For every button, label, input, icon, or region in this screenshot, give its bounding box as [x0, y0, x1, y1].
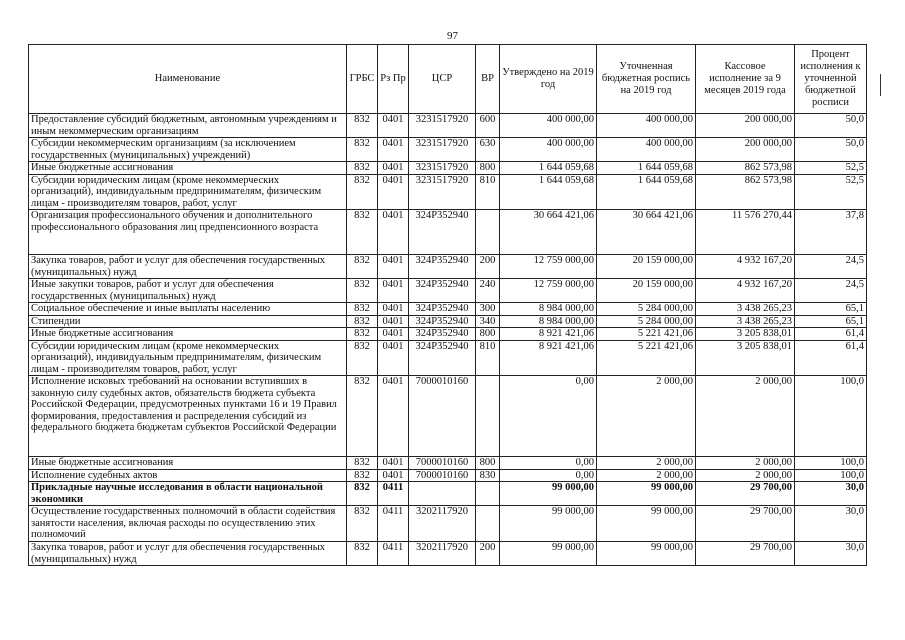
col-header-csr: ЦСР [409, 45, 476, 114]
cell-refined: 400 000,00 [597, 114, 696, 138]
budget-table [28, 44, 867, 566]
cell-percent: 52,5 [795, 174, 867, 210]
cell-vr: 810 [476, 340, 500, 376]
cell-vr: 830 [476, 469, 500, 482]
cell-vr: 800 [476, 328, 500, 341]
margin-mark [880, 74, 881, 96]
cell-approved: 1 644 059,68 [500, 174, 597, 210]
cell-percent: 30,0 [795, 482, 867, 506]
cell-vr: 240 [476, 279, 500, 303]
cell-name: Прикладные научные исследования в области национальной экономики [29, 482, 347, 506]
table-row [29, 279, 867, 303]
cell-name: Осуществление государственных полномочий в области содействия занятости населения, включая расходы по осуществлению этих полномочий [29, 506, 347, 542]
cell-name: Организация профессионального обучения и дополнительного профессионального образования лиц предпенсионного возраста [29, 210, 347, 255]
cell-csr: 7000010160 [409, 376, 476, 457]
cell-rzpr: 0411 [378, 542, 409, 566]
table-row [29, 162, 867, 175]
cell-grbs: 832 [347, 162, 378, 175]
cell-grbs: 832 [347, 506, 378, 542]
cell-approved: 0,00 [500, 457, 597, 470]
table-row [29, 328, 867, 341]
cell-approved: 8 984 000,00 [500, 303, 597, 316]
cell-rzpr: 0401 [378, 138, 409, 162]
cell-vr [476, 376, 500, 457]
col-header-approved: Утверждено на 2019 год [500, 45, 597, 114]
cell-refined: 20 159 000,00 [597, 279, 696, 303]
cell-approved: 30 664 421,06 [500, 210, 597, 255]
cell-rzpr: 0401 [378, 279, 409, 303]
cell-refined: 1 644 059,68 [597, 162, 696, 175]
cell-csr: 3231517920 [409, 174, 476, 210]
cell-grbs: 832 [347, 469, 378, 482]
cell-approved: 99 000,00 [500, 542, 597, 566]
cell-percent: 61,4 [795, 328, 867, 341]
cell-refined: 2 000,00 [597, 376, 696, 457]
cell-cash: 29 700,00 [696, 506, 795, 542]
cell-csr: 7000010160 [409, 469, 476, 482]
cell-approved: 0,00 [500, 376, 597, 457]
cell-grbs: 832 [347, 340, 378, 376]
cell-cash: 3 205 838,01 [696, 340, 795, 376]
table-row [29, 114, 867, 138]
cell-vr: 600 [476, 114, 500, 138]
cell-grbs: 832 [347, 328, 378, 341]
cell-vr: 800 [476, 457, 500, 470]
cell-refined: 2 000,00 [597, 457, 696, 470]
cell-percent: 61,4 [795, 340, 867, 376]
table-row [29, 315, 867, 328]
cell-refined: 99 000,00 [597, 506, 696, 542]
cell-percent: 37,8 [795, 210, 867, 255]
cell-rzpr: 0401 [378, 340, 409, 376]
col-header-rzpr: Рз Пр [378, 45, 409, 114]
cell-name: Стипендии [29, 315, 347, 328]
cell-grbs: 832 [347, 255, 378, 279]
cell-vr: 630 [476, 138, 500, 162]
cell-vr: 200 [476, 542, 500, 566]
cell-cash: 3 438 265,23 [696, 303, 795, 316]
cell-approved: 1 644 059,68 [500, 162, 597, 175]
cell-csr: 324Р352940 [409, 340, 476, 376]
cell-grbs: 832 [347, 315, 378, 328]
header-row [29, 45, 867, 114]
cell-grbs: 832 [347, 376, 378, 457]
cell-cash: 29 700,00 [696, 482, 795, 506]
cell-vr: 340 [476, 315, 500, 328]
cell-grbs: 832 [347, 542, 378, 566]
cell-name: Иные бюджетные ассигнования [29, 328, 347, 341]
cell-vr: 200 [476, 255, 500, 279]
cell-vr: 800 [476, 162, 500, 175]
table-row [29, 210, 867, 255]
cell-name: Закупка товаров, работ и услуг для обеспечения государственных (муниципальных) нужд [29, 542, 347, 566]
cell-csr [409, 482, 476, 506]
cell-cash: 3 438 265,23 [696, 315, 795, 328]
cell-percent: 52,5 [795, 162, 867, 175]
cell-percent: 50,0 [795, 138, 867, 162]
cell-refined: 1 644 059,68 [597, 174, 696, 210]
cell-approved: 12 759 000,00 [500, 255, 597, 279]
col-header-vr: ВР [476, 45, 500, 114]
cell-rzpr: 0401 [378, 469, 409, 482]
cell-grbs: 832 [347, 210, 378, 255]
cell-csr: 324Р352940 [409, 210, 476, 255]
cell-refined: 2 000,00 [597, 469, 696, 482]
cell-approved: 99 000,00 [500, 482, 597, 506]
cell-csr: 7000010160 [409, 457, 476, 470]
cell-grbs: 832 [347, 303, 378, 316]
cell-name: Закупка товаров, работ и услуг для обеспечения государственных (муниципальных) нужд [29, 255, 347, 279]
cell-cash: 862 573,98 [696, 162, 795, 175]
cell-refined: 400 000,00 [597, 138, 696, 162]
table-row [29, 174, 867, 210]
cell-rzpr: 0401 [378, 255, 409, 279]
cell-approved: 400 000,00 [500, 138, 597, 162]
cell-name: Иные закупки товаров, работ и услуг для обеспечения государственных (муниципальных) нужд [29, 279, 347, 303]
cell-name: Субсидии некоммерческим организациям (за исключением государственных (муниципальных) учреждений) [29, 138, 347, 162]
col-header-name: Наименование [29, 45, 347, 114]
cell-refined: 5 221 421,06 [597, 328, 696, 341]
cell-approved: 8 921 421,06 [500, 340, 597, 376]
cell-refined: 5 284 000,00 [597, 315, 696, 328]
cell-cash: 2 000,00 [696, 376, 795, 457]
cell-rzpr: 0401 [378, 303, 409, 316]
cell-cash: 2 000,00 [696, 457, 795, 470]
cell-percent: 30,0 [795, 542, 867, 566]
cell-csr: 324Р352940 [409, 315, 476, 328]
table-body [29, 114, 867, 566]
col-header-percent: Процент исполнения к уточненной бюджетной росписи [795, 45, 867, 114]
cell-csr: 3231517920 [409, 162, 476, 175]
cell-grbs: 832 [347, 138, 378, 162]
cell-rzpr: 0401 [378, 114, 409, 138]
cell-name: Субсидии юридическим лицам (кроме некоммерческих организаций), индивидуальным предпринимателям, физическим лицам - производителям товаров, работ, услуг [29, 340, 347, 376]
cell-rzpr: 0401 [378, 210, 409, 255]
cell-csr: 3202117920 [409, 506, 476, 542]
cell-grbs: 832 [347, 457, 378, 470]
table-row [29, 469, 867, 482]
cell-percent: 100,0 [795, 457, 867, 470]
cell-csr: 3202117920 [409, 542, 476, 566]
cell-csr: 324Р352940 [409, 303, 476, 316]
cell-name: Иные бюджетные ассигнования [29, 457, 347, 470]
cell-percent: 65,1 [795, 315, 867, 328]
cell-vr [476, 506, 500, 542]
cell-approved: 0,00 [500, 469, 597, 482]
table-row [29, 138, 867, 162]
cell-name: Предоставление субсидий бюджетным, автономным учреждениям и иным некоммерческим организациям [29, 114, 347, 138]
table-row [29, 376, 867, 457]
cell-refined: 5 284 000,00 [597, 303, 696, 316]
cell-grbs: 832 [347, 279, 378, 303]
cell-percent: 30,0 [795, 506, 867, 542]
cell-refined: 5 221 421,06 [597, 340, 696, 376]
cell-approved: 8 921 421,06 [500, 328, 597, 341]
cell-cash: 2 000,00 [696, 469, 795, 482]
cell-csr: 3231517920 [409, 138, 476, 162]
cell-vr: 810 [476, 174, 500, 210]
cell-refined: 30 664 421,06 [597, 210, 696, 255]
cell-refined: 99 000,00 [597, 542, 696, 566]
cell-approved: 99 000,00 [500, 506, 597, 542]
table-row [29, 303, 867, 316]
cell-grbs: 832 [347, 174, 378, 210]
cell-rzpr: 0401 [378, 174, 409, 210]
cell-approved: 400 000,00 [500, 114, 597, 138]
cell-csr: 324Р352940 [409, 328, 476, 341]
cell-percent: 100,0 [795, 376, 867, 457]
cell-approved: 12 759 000,00 [500, 279, 597, 303]
cell-vr: 300 [476, 303, 500, 316]
table-row [29, 506, 867, 542]
cell-rzpr: 0401 [378, 328, 409, 341]
cell-cash: 29 700,00 [696, 542, 795, 566]
cell-rzpr: 0401 [378, 457, 409, 470]
cell-rzpr: 0401 [378, 315, 409, 328]
col-header-grbs: ГРБС [347, 45, 378, 114]
cell-rzpr: 0411 [378, 482, 409, 506]
cell-grbs: 832 [347, 482, 378, 506]
col-header-refined: Уточненная бюджетная роспись на 2019 год [597, 45, 696, 114]
page-number: 97 [447, 30, 458, 42]
cell-percent: 100,0 [795, 469, 867, 482]
cell-rzpr: 0411 [378, 506, 409, 542]
cell-cash: 862 573,98 [696, 174, 795, 210]
cell-name: Субсидии юридическим лицам (кроме некоммерческих организаций), индивидуальным предпринимателям, физическим лицам - производителям товаров, работ, услуг [29, 174, 347, 210]
cell-percent: 24,5 [795, 279, 867, 303]
cell-name: Исполнение судебных актов [29, 469, 347, 482]
cell-percent: 24,5 [795, 255, 867, 279]
cell-cash: 3 205 838,01 [696, 328, 795, 341]
table-row [29, 340, 867, 376]
cell-name: Иные бюджетные ассигнования [29, 162, 347, 175]
cell-percent: 65,1 [795, 303, 867, 316]
cell-cash: 200 000,00 [696, 138, 795, 162]
cell-name: Исполнение исковых требований на основании вступивших в законную силу судебных актов, обязательств бюджета субъекта Российской Федерации, предусмотренных пунктами 16 и 19 Правил формирования, предоставления и распределения субсидий из федерального бюджета бюджетам субъектов Российской Федерации [29, 376, 347, 457]
table-row [29, 457, 867, 470]
table-row [29, 255, 867, 279]
cell-rzpr: 0401 [378, 162, 409, 175]
cell-vr [476, 482, 500, 506]
cell-cash: 200 000,00 [696, 114, 795, 138]
cell-name: Социальное обеспечение и иные выплаты населению [29, 303, 347, 316]
cell-cash: 4 932 167,20 [696, 255, 795, 279]
cell-grbs: 832 [347, 114, 378, 138]
table-row [29, 482, 867, 506]
cell-csr: 3231517920 [409, 114, 476, 138]
cell-vr [476, 210, 500, 255]
cell-rzpr: 0401 [378, 376, 409, 457]
cell-cash: 11 576 270,44 [696, 210, 795, 255]
cell-approved: 8 984 000,00 [500, 315, 597, 328]
cell-csr: 324Р352940 [409, 255, 476, 279]
cell-csr: 324Р352940 [409, 279, 476, 303]
cell-refined: 99 000,00 [597, 482, 696, 506]
cell-percent: 50,0 [795, 114, 867, 138]
cell-cash: 4 932 167,20 [696, 279, 795, 303]
col-header-cash: Кассовое исполнение за 9 месяцев 2019 года [696, 45, 795, 114]
cell-refined: 20 159 000,00 [597, 255, 696, 279]
table-row [29, 542, 867, 566]
